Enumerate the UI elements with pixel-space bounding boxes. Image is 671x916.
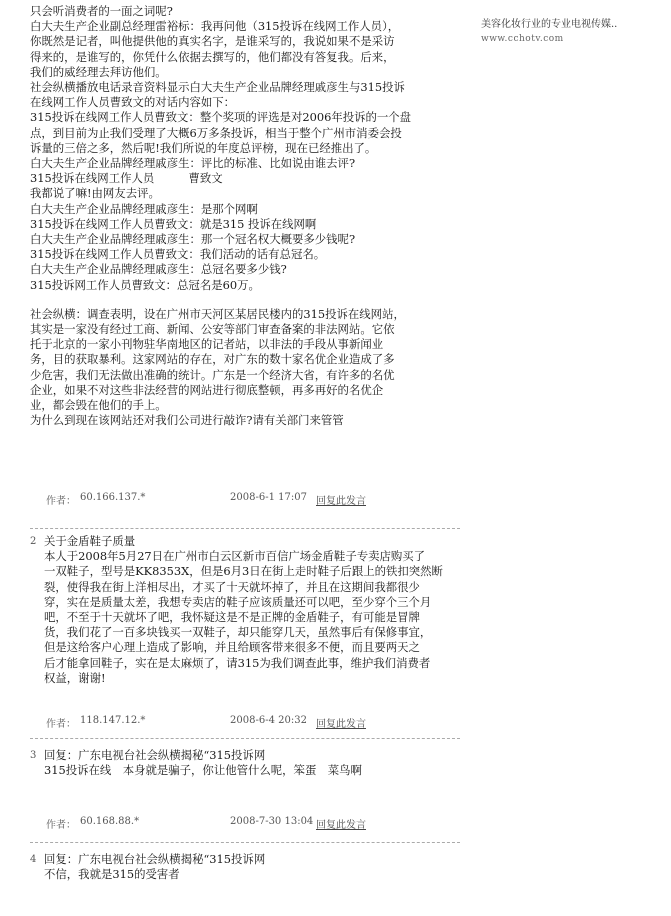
post-line: 白大夫生产企业副总经理雷裕标：我再问他（315投诉在线网工作人员），	[30, 19, 400, 34]
post-2	[44, 534, 464, 686]
post-line: 得来的，是谁写的，你凭什么依据去撰写的，他们都没有答复我。后来，	[30, 49, 395, 64]
reply-link[interactable]: 回复此发言	[316, 719, 366, 730]
post-number: 4	[30, 854, 37, 865]
post-time: 2008-7-30 13:04	[230, 816, 314, 827]
post-line: 只会听消费者的一面之词呢?	[30, 4, 173, 18]
post-line: 吧，不至于十天就坏了吧，我怀疑这是不是正牌的金盾鞋子，有可能是冒牌	[44, 610, 420, 625]
post-2-body	[44, 549, 464, 686]
author-ip: 60.166.137.*	[80, 492, 146, 503]
post-3-body	[44, 763, 464, 778]
post-line: 裂，使得我在街上洋相尽出，才买了十天就坏掉了，并且在这期间我都很少	[44, 579, 420, 594]
post-1	[30, 4, 450, 428]
post-line: 托于北京的一家小刊物驻华南地区的记者站，以非法的手段从事新闻业	[30, 337, 384, 352]
post-line: 315投诉在线网工作人员曹致文：就是315 投诉在线网啊	[30, 216, 317, 231]
post-divider	[30, 528, 460, 529]
post-line: 为什么到现在该网站还对我们公司进行敲诈?请有关部门来管管	[30, 413, 344, 428]
post-line: 但是这给客户心理上造成了影响，并且给顾客带来很多不便，而且要两天之	[44, 640, 420, 655]
post-time: 2008-6-4 20:32	[230, 715, 307, 726]
post-1-meta	[46, 492, 466, 508]
post-line: 白大夫生产企业品牌经理戚彦生：是那个网啊	[30, 201, 258, 216]
post-line: 后才能拿回鞋子，实在是太麻烦了，请315为我们调查此事，维护我们消费者	[44, 655, 431, 670]
post-1-body	[30, 4, 450, 428]
author-label: 作者：	[46, 820, 76, 831]
post-line: 业，都会毁在他们的手上。	[30, 398, 167, 413]
post-line: 你既然是记者，叫他提供他的真实名字，是谁采写的，我说如果不是采访	[30, 34, 395, 49]
post-number: 2	[30, 536, 37, 547]
author-ip: 60.168.88.*	[80, 816, 140, 827]
post-time: 2008-6-1 17:07	[230, 492, 307, 503]
post-line: 社会纵横：调查表明，设在广州市天河区某居民楼内的315投诉在线网站，	[30, 306, 405, 321]
post-line: 务，目的获取暴利。这家网站的存在，对广东的数十家名优企业造成了多	[30, 352, 395, 367]
post-2-title[interactable]: 关于金盾鞋子质量	[44, 534, 136, 548]
post-3-meta	[46, 816, 466, 832]
post-line: 315投诉网工作人员曹致文：总冠名是60万。	[30, 277, 260, 292]
post-line: 315投诉在线 本身就是骗子，你让他管什么呢，笨蛋 菜鸟啊	[44, 763, 362, 778]
post-number: 3	[30, 750, 37, 761]
post-line: 白大夫生产企业品牌经理戚彦生：评比的标准、比如说由谁去评?	[30, 156, 356, 171]
post-line: 少危害，我们无法做出准确的统计。广东是一个经济大省，有许多的名优	[30, 367, 395, 382]
sidebar-site-url[interactable]: www.cchotv.com	[481, 34, 564, 44]
post-line: 一双鞋子，型号是KK8353X，但是6月3日在街上走时鞋子后跟上的铁扣突然断	[44, 564, 443, 579]
post-line: 其实是一家没有经过工商、新闻、公安等部门审查备案的非法网站。它依	[30, 322, 395, 337]
post-line: 穿，实在是质量太差，我想专卖店的鞋子应该质量还可以吧，至少穿个三个月	[44, 594, 432, 609]
post-line: 315投诉在线网工作人员 曹致文	[30, 171, 223, 186]
post-line: 货，我们花了一百多块钱买一双鞋子，却只能穿几天，虽然事后有保修事宜，	[44, 625, 432, 640]
post-line: 白大夫生产企业品牌经理戚彦生：总冠名要多少钱?	[30, 262, 287, 277]
post-line: 企业，如果不对这些非法经营的网站进行彻底整顿，再多再好的名优企	[30, 382, 384, 397]
post-line: 315投诉在线网工作人员曹致文：整个奖项的评选是对2006年投诉的一个盘	[30, 110, 412, 125]
post-4-title[interactable]: 回复：广东电视台社会纵横揭秘“315投诉网	[44, 852, 266, 866]
post-line: 不信，我就是315的受害者	[44, 867, 180, 882]
reply-link[interactable]: 回复此发言	[316, 820, 366, 831]
post-divider	[30, 842, 460, 843]
post-divider	[30, 738, 460, 739]
post-line: 白大夫生产企业品牌经理戚彦生：那一个冠名权大概要多少钱呢?	[30, 232, 356, 247]
author-label: 作者：	[46, 719, 76, 730]
post-line: 我都说了嘛!由网友去评。	[30, 186, 160, 201]
post-3	[44, 748, 464, 778]
post-line: 点，到目前为止我们受理了大概6万多条投诉，相当于整个广州市消委会投	[30, 125, 402, 140]
post-4-body	[44, 867, 464, 882]
author-label: 作者：	[46, 496, 76, 507]
reply-link[interactable]: 回复此发言	[316, 496, 366, 507]
post-line: 社会纵横播放电话录音资料显示白大夫生产企业品牌经理戚彦生与315投诉	[30, 80, 405, 95]
author-ip: 118.147.12.*	[80, 715, 146, 726]
post-line: 诉量的三倍之多，然后呢!我们所说的年度总评榜，现在已经推出了。	[30, 140, 377, 155]
post-line: 本人于2008年5月27日在广州市白云区新市百信广场金盾鞋子专卖店购买了	[44, 549, 426, 564]
post-line: 315投诉在线网工作人员曹致文：我们活动的话有总冠名。	[30, 247, 326, 262]
post-line: 权益，谢谢!	[44, 670, 106, 685]
sidebar-ad[interactable]	[481, 18, 666, 46]
post-line: 在线网工作人员曹致文的对话内容如下：	[30, 95, 236, 110]
post-line: 我们的威经理去拜访他们。	[30, 64, 167, 79]
post-3-title[interactable]: 回复：广东电视台社会纵横揭秘“315投诉网	[44, 748, 266, 762]
post-4	[44, 852, 464, 882]
sidebar-slogan: 美容化妆行业的专业电视传媒..	[481, 19, 618, 30]
post-2-meta	[46, 715, 466, 731]
